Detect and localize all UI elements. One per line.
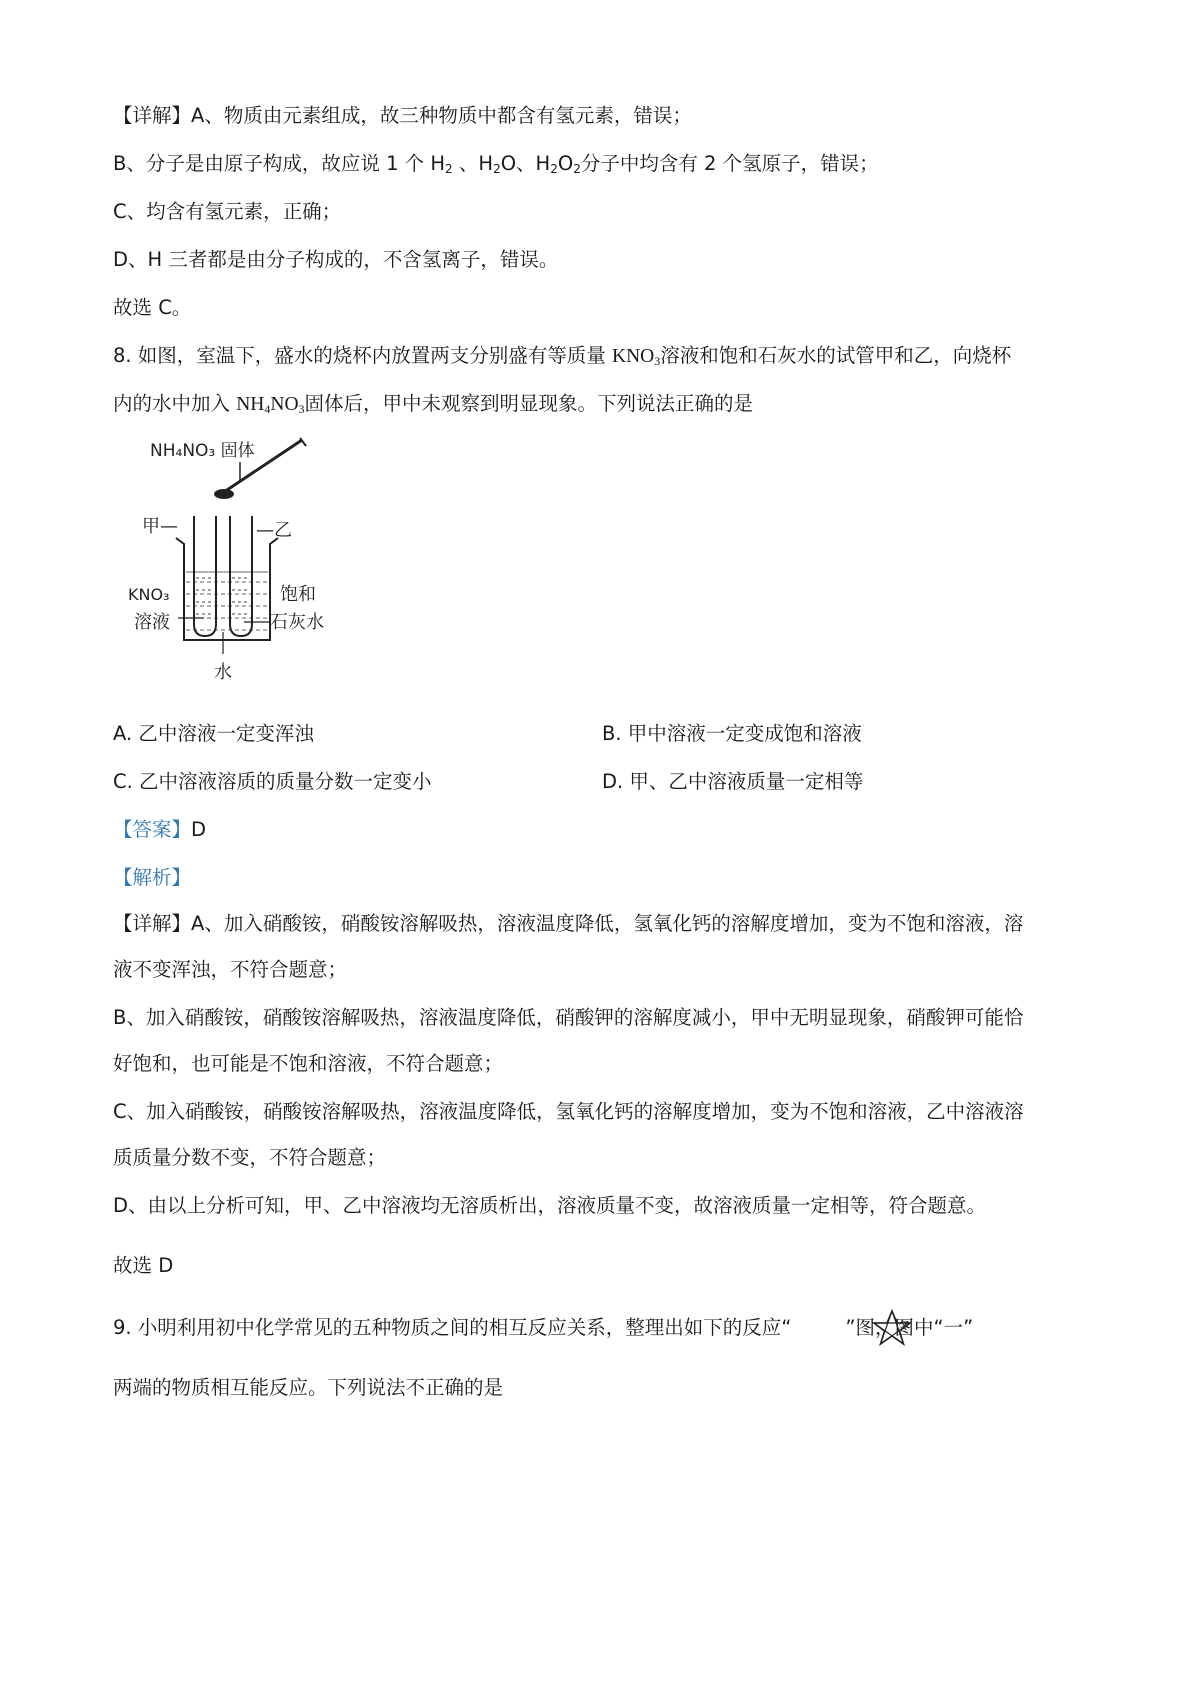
question-8-line-1 (113, 342, 1011, 371)
detail-line-a (113, 102, 692, 130)
subscript: 3 (654, 354, 661, 368)
subscript: 2 (550, 162, 558, 176)
beaker-diagram (120, 432, 370, 692)
detail-text: A、物质由元素组成，故三种物质中都含有氢元素，错误； (191, 104, 692, 127)
text-segment: A、加入硝酸铵，硝酸铵溶解吸热，溶液温度降低，氢氧化钙的溶解度增加，变为不饱和溶液，溶 (191, 912, 1024, 935)
text-segment: B、分子是由原子构成，故应说 1 个 H (113, 152, 446, 175)
question-9-line-1 (113, 1314, 973, 1342)
analysis-b-line-2: 好饱和，也可能是不饱和溶液，不符合题意； (113, 1052, 504, 1075)
jia-label: 甲— (142, 516, 178, 537)
analysis-a-line-2: 液不变浑浊，不符合题意； (113, 958, 348, 981)
solid-pile (214, 489, 234, 499)
detail-line-b (113, 150, 879, 178)
text-segment: 固体后，甲中未观察到明显现象。下列说法正确的是 (304, 392, 754, 415)
question-9-line-2: 两端的物质相互能反应。下列说法不正确的是 (113, 1376, 504, 1399)
water-label: 水 (214, 662, 232, 683)
question-8-line-2 (113, 390, 753, 419)
text-segment: ”图，图中“一” (845, 1316, 974, 1339)
formula: NH (236, 394, 265, 415)
subscript: 4 (264, 402, 271, 416)
text-segment: 分子中均含有 2 个氢原子，错误； (580, 152, 879, 175)
test-tube-yi (230, 516, 252, 636)
conclusion-d: 故选 D (113, 1254, 174, 1277)
detail-label: 【详解】 (113, 104, 192, 127)
analysis-a-line-1 (113, 910, 1023, 938)
beaker (176, 538, 278, 640)
yi-label: —乙 (256, 520, 292, 541)
analysis-label: 【解析】 (113, 866, 192, 889)
detail-label: 【详解】 (113, 912, 192, 935)
subscript: 2 (445, 162, 453, 176)
detail-line-d: D、H 三者都是由分子构成的，不含氢离子，错误。 (113, 248, 559, 271)
answer-label: 【答案】 (113, 818, 192, 841)
limewater-label: 石灰水 (270, 612, 324, 633)
conclusion-line: 故选 C。 (113, 296, 192, 319)
star-icon (872, 1308, 912, 1348)
detail-line-c: C、均含有氢元素，正确； (113, 200, 342, 223)
analysis-d-line: D、由以上分析可知，甲、乙中溶液均无溶质析出，溶液质量不变，故溶液质量一定相等，符合题意。 (113, 1194, 987, 1217)
subscript: 2 (493, 162, 501, 176)
answer-value: D (191, 818, 207, 841)
option-a: A. 乙中溶液一定变浑浊 (113, 722, 314, 745)
option-d: D. 甲、乙中溶液质量一定相等 (602, 770, 864, 793)
water-lines (186, 572, 268, 630)
tube-liquid (196, 578, 250, 614)
formula: NO (270, 394, 299, 415)
text-segment: 9. 小明利用初中化学常见的五种物质之间的相互反应关系，整理出如下的反应“ (113, 1316, 792, 1339)
analysis-b-line-1: B、加入硝酸铵，硝酸铵溶解吸热，溶液温度降低，硝酸钾的溶解度减小，甲中无明显现象，硝酸钾可能恰 (113, 1006, 1024, 1029)
answer-line (113, 816, 206, 844)
analysis-c-line-2: 质质量分数不变，不符合题意； (113, 1146, 387, 1169)
formula: KNO (612, 346, 655, 367)
text-segment: 、H (452, 152, 494, 175)
text-segment: O (557, 152, 574, 175)
subscript: 3 (298, 402, 305, 416)
option-c: C. 乙中溶液溶质的质量分数一定变小 (113, 770, 432, 793)
solution-label: 溶液 (134, 612, 170, 633)
subscript: 2 (573, 162, 581, 176)
text-segment: 8. 如图，室温下，盛水的烧杯内放置两支分别盛有等质量 (113, 344, 613, 367)
text-segment: 溶液和饱和石灰水的试管甲和乙，向烧杯 (660, 344, 1012, 367)
saturated-label: 饱和 (280, 584, 316, 605)
option-b: B. 甲中溶液一定变成饱和溶液 (602, 722, 862, 745)
solid-label: NH₄NO₃ 固体 (150, 441, 255, 461)
text-segment: O、H (500, 152, 551, 175)
analysis-c-line-1: C、加入硝酸铵，硝酸铵溶解吸热，溶液温度降低，氢氧化钙的溶解度增加，变为不饱和溶液，乙中溶液溶 (113, 1100, 1024, 1123)
kno3-label: KNO₃ (128, 585, 170, 604)
text-segment: 内的水中加入 (113, 392, 237, 415)
